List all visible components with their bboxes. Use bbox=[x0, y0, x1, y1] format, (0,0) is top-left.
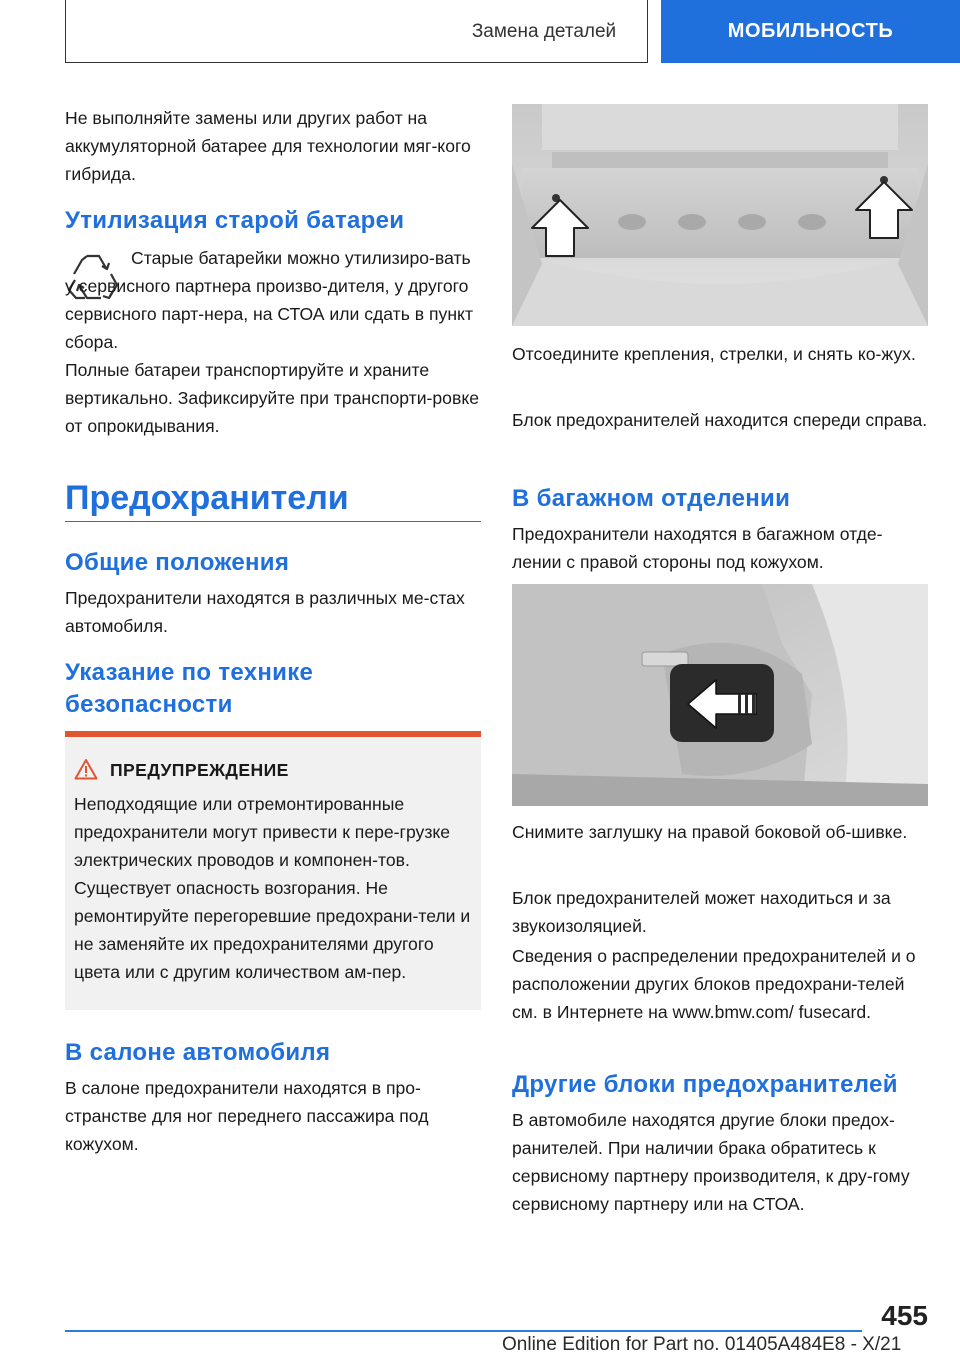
insulation-text: Блок предохранителей может находиться и за звукоизоляцией. bbox=[512, 888, 891, 936]
cabin-section bbox=[65, 1038, 481, 1158]
info-paragraph bbox=[512, 942, 928, 1026]
disposal-paragraph bbox=[65, 244, 481, 356]
trunk-photo-illustration bbox=[512, 584, 928, 806]
transport-text: Полные батареи транспортируйте и храните вертикально. Зафиксируйте при транспорти-ровке от опрокидывания. bbox=[65, 360, 479, 436]
trunk-heading: В багажном отделении bbox=[512, 485, 791, 512]
intro-paragraph bbox=[65, 104, 481, 188]
trunk-photo bbox=[512, 584, 928, 806]
other-section bbox=[512, 1070, 928, 1218]
safety-heading-line1: Указание по технике bbox=[65, 659, 314, 686]
cabin-heading: В салоне автомобиля bbox=[65, 1039, 331, 1066]
header-section: Замена деталей bbox=[471, 20, 617, 42]
general-section bbox=[65, 548, 481, 640]
page-number: 455 bbox=[881, 1300, 928, 1331]
intro-text: Не выполняйте замены или других работ на аккумуляторной батарее для технологии мяг-кого гибрида. bbox=[65, 108, 471, 184]
front-right-text: Блок предохранителей находится спереди справа. bbox=[512, 410, 928, 430]
other-heading: Другие блоки предохранителей bbox=[512, 1071, 898, 1098]
general-text: Предохранители находятся в различных ме-стах автомобиля. bbox=[65, 588, 465, 636]
fuses-title: Предохранители bbox=[65, 479, 349, 517]
warning-bar bbox=[65, 731, 481, 737]
cover-photo-illustration bbox=[512, 104, 928, 326]
warning-triangle-icon bbox=[74, 758, 98, 780]
edition-note: Online Edition for Part no. 01405A484E8 - X/21 bbox=[502, 1334, 902, 1355]
front-right-paragraph bbox=[512, 406, 928, 434]
warning-title: ПРЕДУПРЕЖДЕНИЕ bbox=[110, 760, 289, 780]
disposal-heading: Утилизация старой батареи bbox=[65, 207, 405, 234]
step1-text: Отсоедините крепления, стрелки, и снять ко-жух. bbox=[512, 344, 916, 364]
trunk-section bbox=[512, 484, 928, 576]
cabin-text: В салоне предохранители находятся в про-странстве для ног переднего пассажира под кожухом. bbox=[65, 1078, 429, 1154]
warning-text: Неподходящие или отремонтированные предохранители могут привести к пере-грузке электрических проводов и компонен-тов. Существует опасность возгорания. Не ремонтируйте перегоревшие предохрани-тели и не заменяйте их предохранителями другого цвета или с другим количеством ам-пер. bbox=[74, 794, 471, 982]
disposal-text: Старые батарейки можно утилизиро-вать у сервисного партнера произво-дителя, у другого сервисного парт-нера, на СТОА или сдать в пункт сбора. bbox=[65, 248, 474, 352]
disposal-heading-block bbox=[65, 206, 481, 236]
step2-paragraph bbox=[512, 818, 928, 846]
safety-heading-line2: безопасности bbox=[65, 691, 233, 718]
insulation-paragraph bbox=[512, 884, 928, 940]
general-heading: Общие положения bbox=[65, 549, 290, 576]
other-text: В автомобиле находятся другие блоки предох-ранителей. При наличии брака обратитесь к сервисному партнеру производителя, к дру-гому сервисному партнеру или на СТОА. bbox=[512, 1110, 910, 1214]
header-chapter: МОБИЛЬНОСТЬ bbox=[661, 0, 960, 63]
title-rule bbox=[65, 521, 481, 522]
transport-paragraph bbox=[65, 356, 481, 440]
cover-photo bbox=[512, 104, 928, 326]
step1-paragraph bbox=[512, 340, 928, 368]
info-text: Сведения о распределении предохранителей и о расположении других блоков предохрани-телей см. в Интернете на www.bmw.com/ fusecard. bbox=[512, 946, 916, 1022]
fuses-title-block bbox=[65, 478, 481, 518]
warning-body bbox=[74, 790, 474, 986]
safety-heading-block bbox=[65, 658, 481, 720]
step2-text: Снимите заглушку на правой боковой об-шивке. bbox=[512, 822, 908, 842]
trunk-text: Предохранители находятся в багажном отде-лении с правой стороны под кожухом. bbox=[512, 524, 883, 572]
footer-rule bbox=[65, 1330, 862, 1332]
